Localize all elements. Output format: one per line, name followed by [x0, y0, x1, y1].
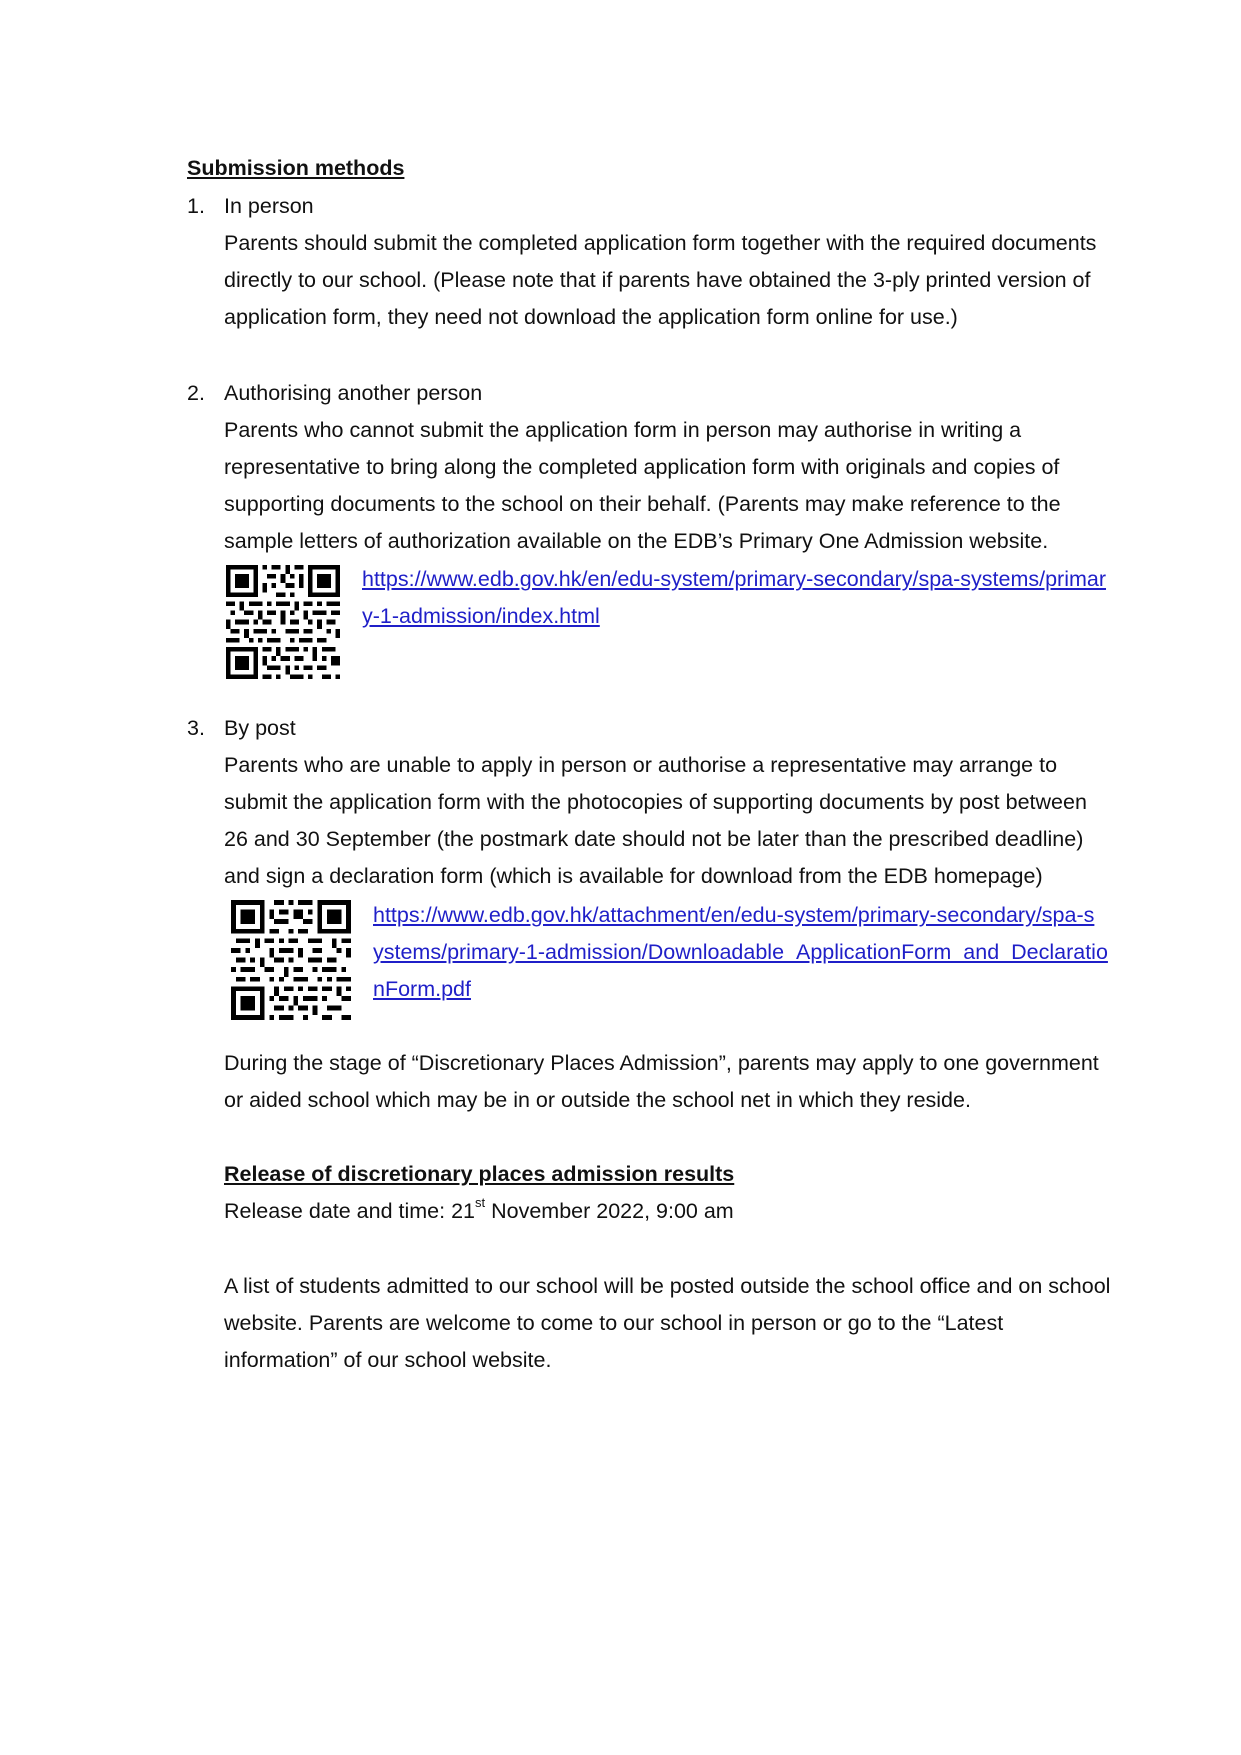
release-date-time — [224, 1196, 734, 1226]
link-line[interactable]: y-1-admission/index.html — [362, 604, 600, 628]
item-heading-in-person: In person — [224, 194, 314, 218]
paragraph-line: representative to bring along the completed application form with originals and copies of — [224, 455, 1060, 479]
paragraph-line: Parents should submit the completed application form together with the required documents — [224, 231, 1097, 255]
edb-admission-link-cont[interactable] — [362, 601, 600, 631]
paragraph-line: Parents who are unable to apply in person or authorise a representative may arrange to — [224, 753, 1058, 777]
item-number: 2. — [187, 381, 205, 405]
link-line[interactable]: https://www.edb.gov.hk/attachment/en/edu-system/primary-secondary/spa-s — [373, 903, 1095, 927]
link-line[interactable]: https://www.edb.gov.hk/en/edu-system/primary-secondary/spa-systems/primar — [362, 567, 1107, 591]
paragraph-line: During the stage of “Discretionary Places Admission”, parents may apply to one government — [224, 1051, 1099, 1075]
paragraph-line: website. Parents are welcome to come to our school in person or go to the “Latest — [224, 1311, 1004, 1335]
paragraph-line: and sign a declaration form (which is available for download from the EDB homepage) — [224, 864, 1043, 888]
edb-declaration-form-link[interactable] — [373, 900, 1094, 930]
release-date-prefix: Release date and time: 21 — [224, 1199, 475, 1223]
section-title-release-results: Release of discretionary places admission results — [224, 1162, 735, 1186]
release-date-suffix: November 2022, 9:00 am — [485, 1199, 734, 1223]
paragraph-line: sample letters of authorization available on the EDB’s Primary One Admission website. — [224, 529, 1049, 553]
paragraph-line: submit the application form with the photocopies of supporting documents by post between — [224, 790, 1087, 814]
item-number: 1. — [187, 194, 205, 218]
section-title-submission-methods: Submission methods — [187, 156, 405, 180]
paragraph-line: A list of students admitted to our school will be posted outside the school office and on school — [224, 1274, 1111, 1298]
link-line[interactable]: nForm.pdf — [373, 977, 471, 1001]
edb-declaration-form-link-cont[interactable] — [373, 974, 471, 1004]
link-line[interactable]: ystems/primary-1-admission/Downloadable_ApplicationForm_and_Declaratio — [373, 940, 1108, 964]
paragraph-line: application form, they need not download the application form online for use.) — [224, 305, 958, 329]
qr-code-icon — [231, 900, 351, 1020]
paragraph-line: information” of our school website. — [224, 1348, 552, 1372]
paragraph-line: or aided school which may be in or outside the school net in which they reside. — [224, 1088, 971, 1112]
item-heading-by-post: By post — [224, 716, 296, 740]
edb-declaration-form-link-cont[interactable] — [373, 937, 1108, 967]
paragraph-line: Parents who cannot submit the application form in person may authorise in writing a — [224, 418, 1022, 442]
paragraph-line: directly to our school. (Please note that if parents have obtained the 3-ply printed version of — [224, 268, 1091, 292]
item-heading-authorising: Authorising another person — [224, 381, 483, 405]
edb-admission-link[interactable] — [362, 564, 1106, 594]
paragraph-line: supporting documents to the school on their behalf. (Parents may make reference to the — [224, 492, 1061, 516]
paragraph-line: 26 and 30 September (the postmark date should not be later than the prescribed deadline) — [224, 827, 1084, 851]
release-date-ordinal: st — [475, 1194, 486, 1210]
qr-code-icon — [226, 565, 340, 679]
item-number: 3. — [187, 716, 205, 740]
